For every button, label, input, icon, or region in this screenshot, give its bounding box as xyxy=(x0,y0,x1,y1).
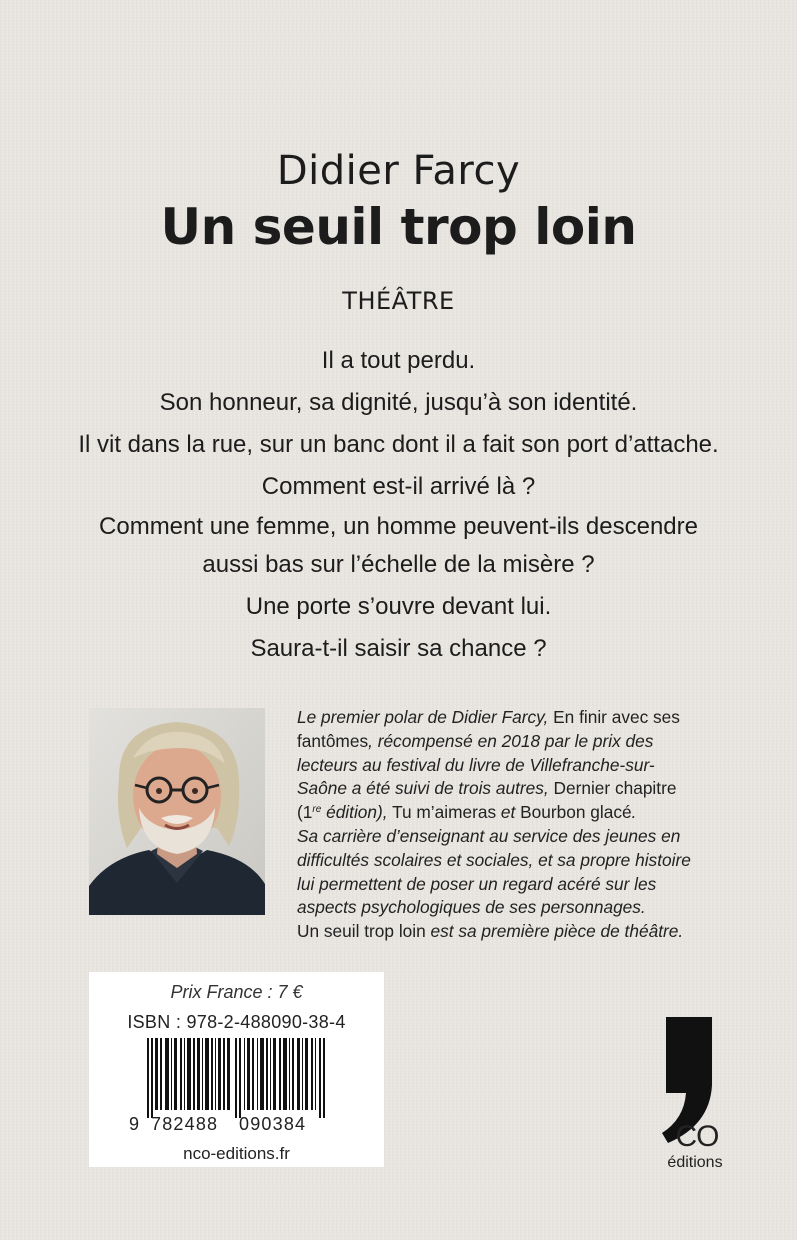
bio-text: lecteurs au festival du livre de Villefranche-sur- xyxy=(297,754,655,775)
bio-text: Le premier polar de Didier Farcy, xyxy=(297,707,549,727)
price-barcode-box xyxy=(89,972,384,1167)
bio-book-title: Dernier chapitre xyxy=(553,778,677,799)
barcode-digit: 9 xyxy=(129,1114,141,1134)
blurb-line: Une porte s’ouvre devant lui. xyxy=(245,593,552,620)
barcode-digits: 090384 xyxy=(239,1114,307,1134)
publisher-logo-text: CO xyxy=(675,1120,719,1153)
bio-book-title: Un seuil trop loin xyxy=(297,921,426,942)
bio-text: édition), xyxy=(321,802,388,823)
blurb-line: Son honneur, sa dignité, jusqu’à son identité. xyxy=(159,389,638,416)
bio-text: lui permettent de poser un regard acéré sur les xyxy=(297,873,657,894)
isbn-label: ISBN : 978-2-488090-38-4 xyxy=(127,1012,346,1032)
bio-book-title: Tu m’aimeras xyxy=(392,802,497,823)
website-link[interactable]: nco-editions.fr xyxy=(183,1144,290,1163)
blurb-line: aussi bas sur l’échelle de la misère ? xyxy=(202,551,595,578)
bio-text: , récompensé en 2018 par le prix des xyxy=(368,730,654,751)
bio-text: Saône a été suivi de trois autres, xyxy=(297,778,549,799)
price-label: Prix France : 7 € xyxy=(170,982,303,1002)
author-bio xyxy=(297,706,767,944)
bio-book-title: En finir avec ses xyxy=(553,707,680,727)
barcode-digits: 782488 xyxy=(151,1114,219,1134)
bio-book-title: Bourbon glacé xyxy=(520,802,632,823)
blurb-line: Il a tout perdu. xyxy=(321,347,476,374)
bio-text: Sa carrière d’enseignant au service des jeunes en xyxy=(297,825,681,846)
bio-text: est sa première pièce de théâtre. xyxy=(425,921,684,942)
author-photo xyxy=(89,708,265,915)
bio-text: difficultés scolaires et sociales, et sa propre histoire xyxy=(297,849,691,870)
book-title: Un seuil trop loin xyxy=(160,198,637,256)
bio-text: aspects psychologiques de ses personnages. xyxy=(297,897,646,918)
bio-text: (1 xyxy=(297,802,313,823)
author-name: Didier Farcy xyxy=(276,148,521,194)
publisher-logo-subtitle: éditions xyxy=(667,1154,723,1171)
bio-text: et xyxy=(496,802,521,823)
bio-book-title: fantômes xyxy=(297,730,369,751)
blurb xyxy=(40,340,757,670)
bio-text: . xyxy=(631,802,637,823)
bio-superscript: re xyxy=(312,804,322,816)
blurb-line: Il vit dans la rue, sur un banc dont il a fait son port d’attache. xyxy=(78,431,719,458)
blurb-line: Comment une femme, un homme peuvent-ils descendre xyxy=(99,513,698,540)
blurb-line: Comment est-il arrivé là ? xyxy=(261,473,536,500)
genre-label: THÉÂTRE xyxy=(342,287,455,315)
blurb-line: Saura-t-il saisir sa chance ? xyxy=(250,635,547,662)
barcode-icon xyxy=(123,1038,355,1118)
